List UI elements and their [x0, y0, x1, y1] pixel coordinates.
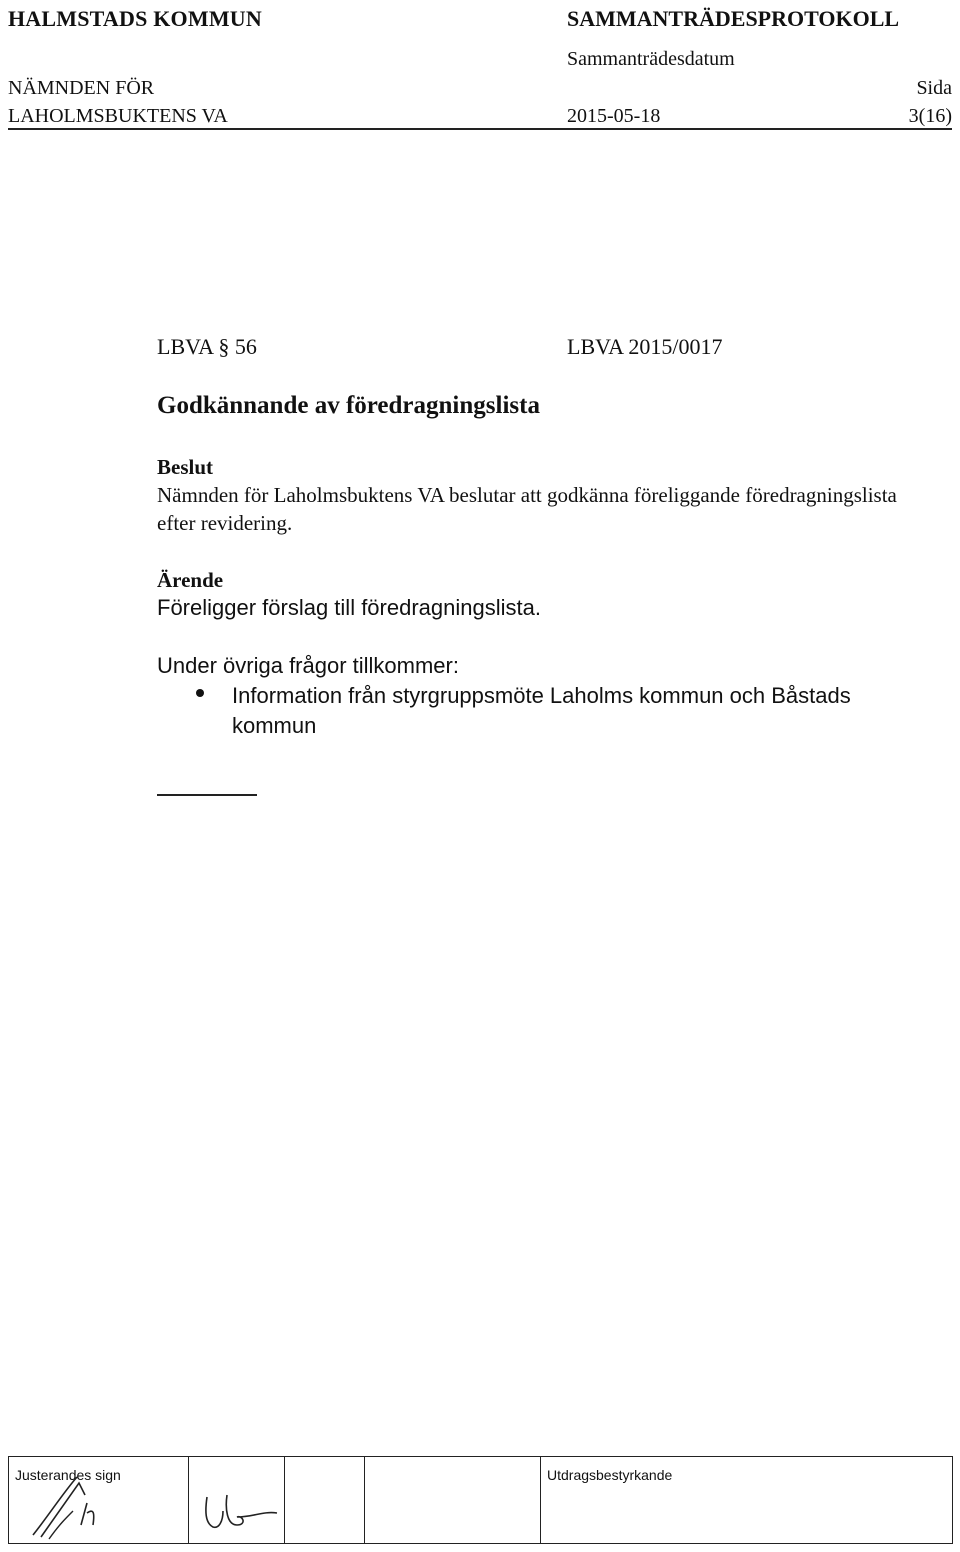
handwritten-signature-icon: [19, 1465, 139, 1541]
decision-text: Nämnden för Laholmsbuktens VA beslutar att godkänna föreliggande föredragningslista efter revidering.: [157, 483, 897, 535]
session-date-label: Sammanträdesdatum: [567, 48, 735, 70]
signature-cell-3: [285, 1457, 365, 1543]
header-rule: [8, 128, 952, 130]
page-label: Sida: [916, 77, 952, 99]
signature-cell-4: [365, 1457, 541, 1543]
matter-heading: Ärende: [157, 568, 224, 592]
signature-cell-2: [189, 1457, 285, 1543]
other-questions-intro: Under övriga frågor tillkommer:: [157, 653, 459, 678]
signature-table: [8, 1456, 953, 1544]
document-type: SAMMANTRÄDESPROTOKOLL: [567, 6, 900, 31]
section-end-rule: [157, 794, 257, 796]
adjusters-sign-label: Justerandes sign: [15, 1467, 121, 1483]
organization-name: HALMSTADS KOMMUN: [8, 6, 262, 31]
session-date: 2015-05-18: [567, 105, 661, 127]
signature-cell-adjusters: [9, 1457, 189, 1543]
page-number: 3(16): [908, 105, 952, 127]
case-number: LBVA 2015/0017: [567, 334, 723, 359]
bullet-icon: [196, 689, 204, 697]
paragraph-number: LBVA § 56: [157, 334, 257, 359]
board-name-line2: LAHOLMSBUKTENS VA: [8, 105, 228, 127]
item-title: Godkännande av föredragningslista: [157, 392, 540, 419]
board-name-line1: NÄMNDEN FÖR: [8, 77, 155, 99]
extract-certifying-label: Utdragsbestyrkande: [547, 1467, 673, 1483]
matter-text: Föreligger förslag till föredragningslista.: [157, 595, 541, 620]
signature-cell-extract: [541, 1457, 952, 1543]
list-item: Information från styrgruppsmöte Laholms kommun och Båstads kommun: [232, 683, 851, 738]
handwritten-signature-icon: [197, 1471, 281, 1535]
decision-heading: Beslut: [157, 455, 214, 479]
